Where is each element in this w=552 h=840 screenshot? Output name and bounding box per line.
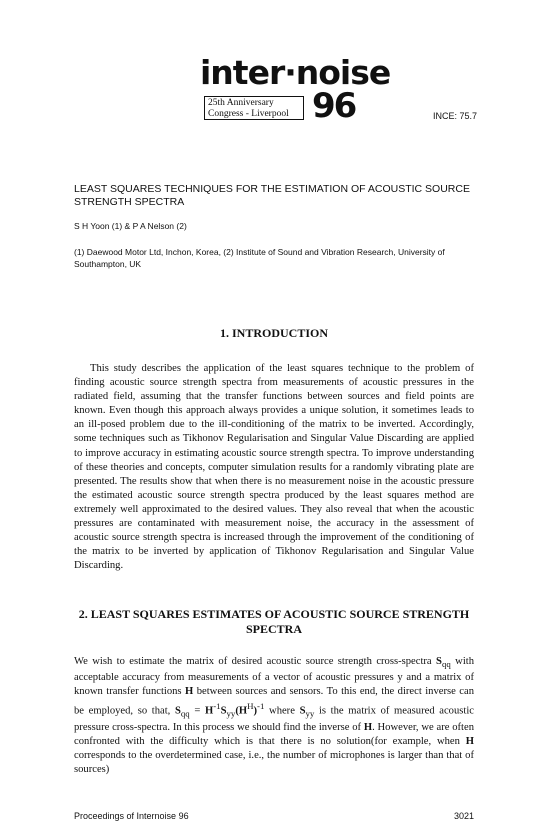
s2-text-e: is the matrix of measured acoustic pressure cross-spectra. In this process we should find the inverse of xyxy=(74,705,474,734)
logo-wordmark: inter·noise xyxy=(200,53,391,92)
ince-code: INCE: 75.7 xyxy=(433,111,478,121)
eq-hermitian-sup: H xyxy=(247,701,254,712)
eq-equals: = xyxy=(189,705,205,717)
eq-s-subscript: yy xyxy=(226,709,236,720)
eq-s: S xyxy=(220,705,227,717)
symbol-s: S xyxy=(436,656,442,667)
paper-authors: S H Yoon (1) & P A Nelson (2) xyxy=(74,221,187,231)
section-1-heading: 1. INTRODUCTION xyxy=(219,326,328,340)
logo-box-line2: Congress - Liverpool xyxy=(208,109,289,119)
eq-h: H xyxy=(204,705,214,717)
eq-hh-close: ) xyxy=(253,705,258,717)
syy-subscript: yy xyxy=(305,709,315,720)
inter-noise-logo xyxy=(200,53,391,126)
footer-page-number: 3021 xyxy=(453,811,474,821)
paper-title: LEAST SQUARES TECHNIQUES FOR THE ESTIMATION OF ACOUSTIC SOURCE STRENGTH SPECTRA xyxy=(74,183,470,208)
s2-text-d: where xyxy=(264,705,300,717)
section-2-body xyxy=(74,655,474,778)
logo-box-line1: 25th Anniversary xyxy=(208,98,274,108)
s2-text-f: . However, we are often confronted with the difficulty which is that there is no solution(for example, when xyxy=(74,722,474,748)
s2-text-b: with acceptable accuracy from measurements of a vector of acoustic pressures y and a matrix of known transfer functions xyxy=(74,656,475,698)
symbol-syy: S xyxy=(299,705,306,717)
eq-inverse-sup-2: -1 xyxy=(257,701,265,712)
subscript-qq: qq xyxy=(441,659,451,670)
section-1-body: This study describes the application of the least squares technique to the problem of finding acoustic source strength spectra from measurements of acoustic pressures in the radiated field, assuming that the transfer functions between sources and field points are known. Even though this approach always provides a unique solution, it sometimes leads to an ill-posed problem due to the ill-conditioning of the matrix to be inverted. Accordingly, some techniques such as Tikhonov Regularisation and Singular Value Discarding are applied to improve accuracy in estimating acoustic source strength spectra. To improve understanding of these theories and concepts, computer simulation results for a randomly vibrating plate are presented. The results show that when there is no measurement noise in the acoustic pressure the estimated acoustic source strength spectra produced by the least squares method are extremely well approximated to the desired values. They also reveal that when the acoustic pressures are contaminated with measurement noise, the accuracy in the assessment of acoustic source strength spectra is increased through the improvement of the conditioning of the matrix to be inverted by application of Tikhonov Regularisation and Singular Value Discarding. xyxy=(74,363,474,572)
s2-text-g: corresponds to the overdetermined case, i.e., the number of microphones is larger than that of sources) xyxy=(74,750,474,776)
eq-lhs-subscript: qq xyxy=(180,709,190,720)
symbol-h: H xyxy=(185,686,194,698)
eq-hh-open: (H xyxy=(235,705,248,717)
s2-text-a: We wish to estimate the matrix of desired acoustic source strength cross-spectra xyxy=(74,656,437,667)
section-2-heading: 2. LEAST SQUARES ESTIMATES OF ACOUSTIC SOURCE STRENGTH SPECTRA xyxy=(78,607,470,636)
eq-inverse-sup: -1 xyxy=(213,701,221,712)
paper-affiliations: (1) Daewood Motor Ltd, Inchon, Korea, (2) Institute of Sound and Vibration Research, University of Southampton, UK xyxy=(74,247,445,269)
symbol-h-3: H xyxy=(465,736,474,748)
symbol-h-2: H xyxy=(363,722,373,734)
s2-text-c: between sources and sensors. To this end, the direct inverse can be employed, so that, xyxy=(74,686,474,717)
logo-anniversary-box xyxy=(204,96,304,120)
eq-lhs-s: S xyxy=(174,705,181,717)
footer-proceedings: Proceedings of Internoise 96 xyxy=(74,811,189,821)
logo-year: 96 xyxy=(312,86,356,126)
